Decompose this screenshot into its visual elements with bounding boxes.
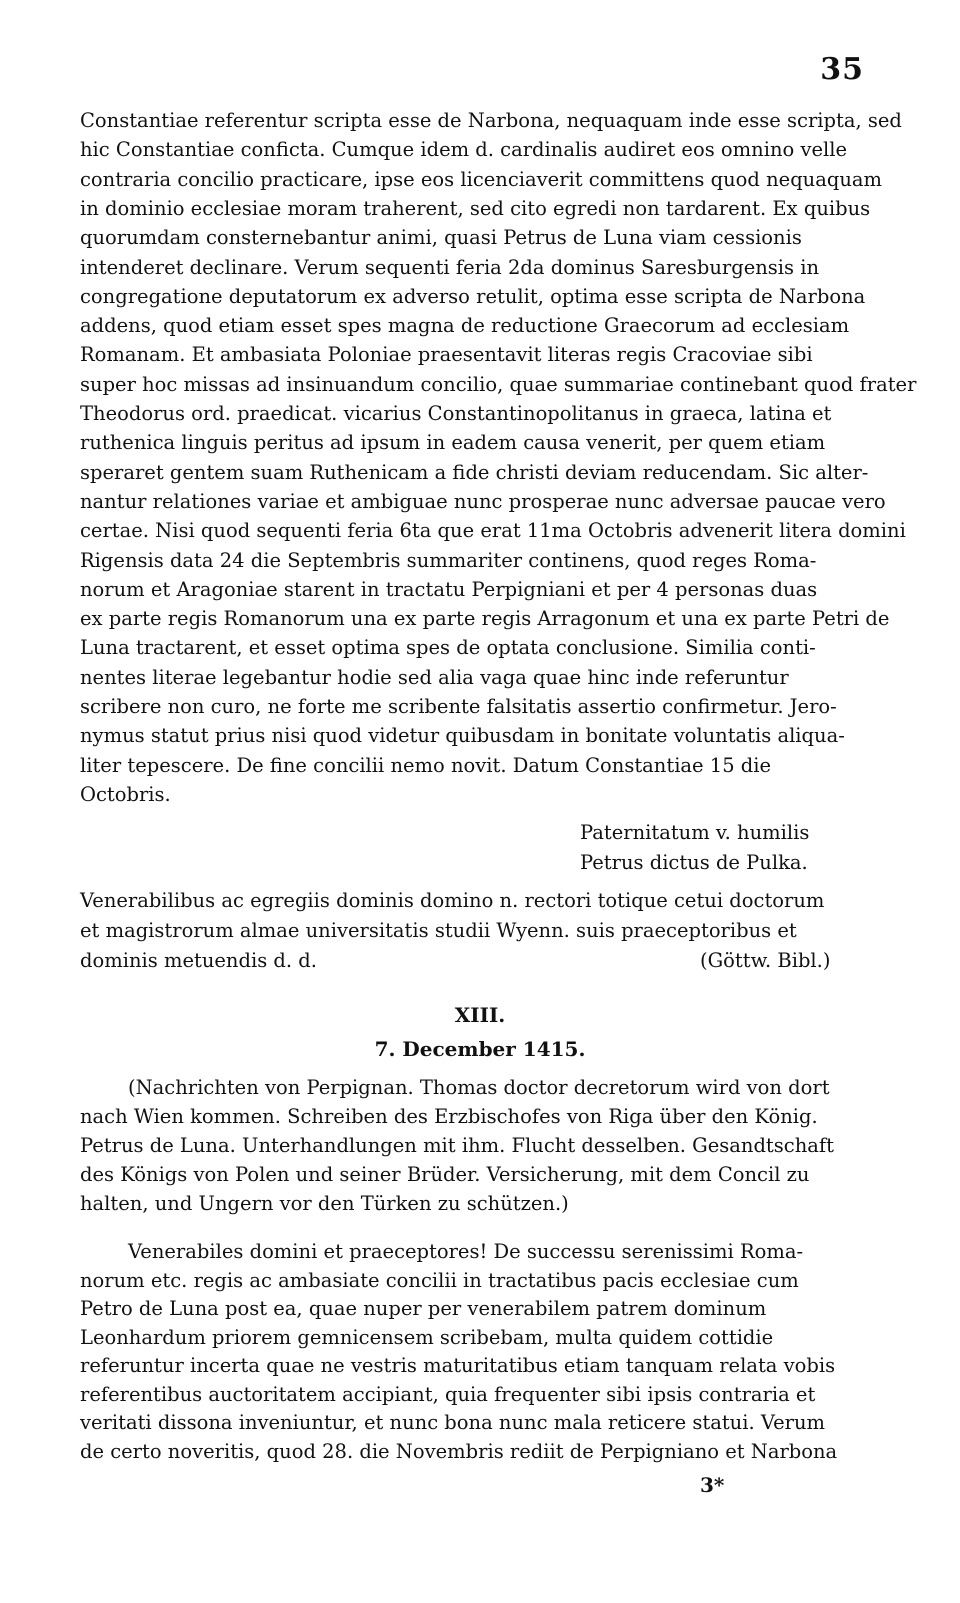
source-citation: (Göttw. Bibl.) xyxy=(700,949,831,972)
letter-line: quorumdam consternebantur animi, quasi Petrus de Luna viam cessionis xyxy=(80,226,802,250)
section-number: XIII. xyxy=(454,1003,506,1027)
summary-line: (Nachrichten von Perpignan. Thomas doctor decretorum wird von dort xyxy=(128,1076,830,1099)
body-line: Petro de Luna post ea, quae nuper per venerabilem patrem dominum xyxy=(80,1297,767,1320)
letter-line: norum et Aragoniae starent in tractatu Perpigniani et per 4 personas duas xyxy=(80,577,818,601)
section-date: 7. December 1415. xyxy=(374,1037,586,1061)
letter-line: ruthenica linguis peritus ad ipsum in eadem causa venerit, per quem etiam xyxy=(80,431,826,455)
letter-line: congregatione deputatorum ex adverso retulit, optima esse scripta de Narbona xyxy=(80,284,866,308)
body-line: Leonhardum priorem gemnicensem scribebam, multa quidem cottidie xyxy=(80,1325,774,1349)
letter-line: hic Constantiae conficta. Cumque idem d. cardinalis audiret eos omnino velle xyxy=(80,138,848,162)
body-line: referuntur incerta quae ne vestris maturitatibus etiam tanquam relata vobis xyxy=(80,1354,836,1377)
summary-line: halten, und Ungern vor den Türken zu schützen.) xyxy=(80,1192,569,1215)
signature-line-1: Paternitatum v. humilis xyxy=(580,821,810,844)
body-line: veritati dissona inveniuntur, et nunc bona nunc mala reticere statui. Verum xyxy=(80,1411,826,1434)
letter-line: Romanam. Et ambasiata Poloniae praesentavit literas regis Cracoviae sibi xyxy=(80,343,813,367)
letter-line: scribere non curo, ne forte me scribente falsitatis assertio confirmetur. Jero- xyxy=(80,695,837,718)
letter-line: addens, quod etiam esset spes magna de reductione Graecorum ad ecclesiam xyxy=(80,314,850,338)
letter-line: ex parte regis Romanorum una ex parte regis Arragonum et una ex parte Petri de xyxy=(80,607,890,631)
letter-line: certae. Nisi quod sequenti feria 6ta que erat 11ma Octobris advenerit litera domini xyxy=(80,519,906,543)
letter-line: Octobris. xyxy=(80,782,171,806)
letter-line: intenderet declinare. Verum sequenti feria 2da dominus Saresburgensis in xyxy=(80,255,820,279)
page-number: 35 xyxy=(820,52,864,87)
letter-line: contraria concilio practicare, ipse eos licenciaverit committens quod nequaquam xyxy=(80,167,883,191)
summary-line: Petrus de Luna. Unterhandlungen mit ihm. Flucht desselben. Gesandtschaft xyxy=(80,1134,834,1157)
letter-line: nantur relationes variae et ambiguae nunc prosperae nunc adversae paucae vero xyxy=(80,489,886,513)
letter-line: super hoc missas ad insinuandum concilio, quae summariae continebant quod frater xyxy=(80,372,917,396)
letter-line: in dominio ecclesiae moram traherent, sed cito egredi non tardarent. Ex quibus xyxy=(80,196,871,220)
letter-line: nymus statut prius nisi quod videtur quibusdam in bonitate voluntatis aliqua- xyxy=(80,724,845,748)
address-line-3: dominis metuendis d. d. xyxy=(80,949,317,972)
body-line: referentibus auctoritatem accipiant, quia frequenter sibi ipsis contraria et xyxy=(80,1382,816,1406)
signature-line-2: Petrus dictus de Pulka. xyxy=(580,851,808,874)
body-line: de certo noveritis, quod 28. die Novembris rediit de Perpigniano et Narbona xyxy=(80,1439,838,1463)
summary-line: des Königs von Polen und seiner Brüder. Versicherung, mit dem Concil zu xyxy=(80,1163,810,1186)
letter-line: Constantiae referentur scripta esse de Narbona, nequaquam inde esse scripta, sed xyxy=(80,109,902,132)
letter-line: Theodorus ord. praedicat. vicarius Constantinopolitanus in graeca, latina et xyxy=(80,402,832,425)
letter-line: Rigensis data 24 die Septembris summariter continens, quod reges Roma- xyxy=(80,548,817,572)
letter-line: nentes literae legebantur hodie sed alia vaga quae hinc inde referuntur xyxy=(80,665,789,689)
body-line: Venerabiles domini et praeceptores! De successu serenissimi Roma- xyxy=(128,1240,804,1263)
address-line-1: Venerabilibus ac egregiis dominis domino n. rectori totique cetui doctorum xyxy=(80,889,825,912)
letter-line: liter tepescere. De fine concilii nemo novit. Datum Constantiae 15 die xyxy=(80,753,772,777)
letter-line: Luna tractarent, et esset optima spes de optata conclusione. Similia conti- xyxy=(80,636,816,660)
letter-line: speraret gentem suam Ruthenicam a fide christi deviam reducendam. Sic alter- xyxy=(80,460,869,484)
address-line-2: et magistrorum almae universitatis studii Wyenn. suis praeceptoribus et xyxy=(80,919,797,942)
signature-mark: 3* xyxy=(700,1473,725,1497)
summary-line: nach Wien kommen. Schreiben des Erzbischofes von Riga über den König. xyxy=(80,1105,818,1128)
body-line: norum etc. regis ac ambasiate concilii in tractatibus pacis ecclesiae cum xyxy=(80,1268,799,1292)
